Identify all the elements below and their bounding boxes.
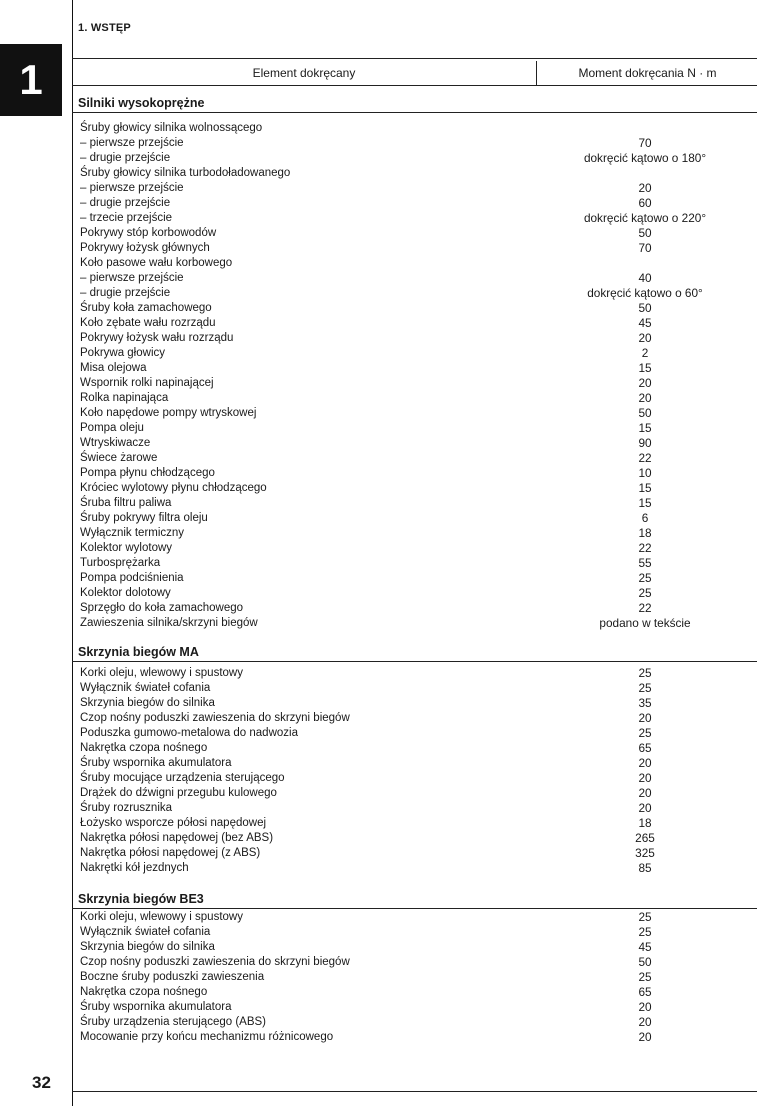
table-row (0, 361, 757, 376)
section-title: Skrzynia biegów BE3 (78, 892, 204, 906)
row-label: Pompa oleju (80, 422, 144, 434)
table-row (0, 556, 757, 571)
table-row (0, 391, 757, 406)
row-value: 25 (638, 925, 652, 939)
row-label: Wyłącznik świateł cofania (80, 926, 211, 938)
row-value: 15 (638, 421, 652, 435)
table-row (0, 940, 757, 955)
page-number: 32 (32, 1073, 51, 1092)
row-label: Pokrywy łożysk głównych (80, 242, 210, 254)
table-row (0, 511, 757, 526)
row-label: Pompa podciśnienia (80, 572, 184, 584)
row-value: 40 (638, 271, 652, 285)
table-row (0, 301, 757, 316)
table-row (0, 910, 757, 925)
table-row (0, 346, 757, 361)
section-rule (72, 661, 757, 662)
row-value: 70 (638, 136, 652, 150)
row-label: Wyłącznik świateł cofania (80, 682, 211, 694)
table-row (0, 496, 757, 511)
table-row (0, 1000, 757, 1015)
row-label: Misa olejowa (80, 362, 147, 374)
table-row (0, 181, 757, 196)
table-row (0, 711, 757, 726)
table-row (0, 1015, 757, 1030)
column-header-moment: Moment dokręcania N · m (536, 61, 757, 85)
table-row (0, 786, 757, 801)
row-label: – pierwsze przejście (80, 272, 184, 284)
row-value: 50 (638, 226, 652, 240)
row-label: Nakrętka półosi napędowej (bez ABS) (80, 832, 274, 844)
row-value: 6 (641, 511, 649, 525)
table-row (0, 331, 757, 346)
table-row (0, 861, 757, 876)
table-row (0, 136, 757, 151)
row-value: podano w tekście (599, 616, 691, 630)
row-label: – drugie przejście (80, 287, 171, 299)
row-label: Koło pasowe wału korbowego (80, 257, 233, 269)
row-value: 20 (638, 181, 652, 195)
table-row (0, 226, 757, 241)
row-label: Wyłącznik termiczny (80, 527, 185, 539)
row-label: Pompa płynu chłodzącego (80, 467, 215, 479)
row-label: Nakrętka półosi napędowej (z ABS) (80, 847, 261, 859)
row-label: Śruby pokrywy filtra oleju (80, 512, 208, 524)
row-label: Czop nośny poduszki zawieszenia do skrzyni biegów (80, 712, 350, 724)
table-row (0, 121, 757, 136)
table-row (0, 970, 757, 985)
table-row (0, 211, 757, 226)
row-label: Wtryskiwacze (80, 437, 151, 449)
row-value: 65 (638, 985, 652, 999)
row-value: 18 (638, 816, 652, 830)
row-value: 2 (641, 346, 649, 360)
table-row (0, 436, 757, 451)
table-row (0, 726, 757, 741)
row-label: Śruby rozrusznika (80, 802, 173, 814)
table-row (0, 801, 757, 816)
table-row (0, 616, 757, 631)
row-value: 25 (638, 726, 652, 740)
row-value: 15 (638, 481, 652, 495)
row-value: 20 (638, 1000, 652, 1014)
row-value: 265 (635, 831, 655, 845)
row-value: 50 (638, 301, 652, 315)
row-value: 60 (638, 196, 652, 210)
row-value: 20 (638, 771, 652, 785)
row-value: 55 (638, 556, 652, 570)
table-row (0, 541, 757, 556)
row-label: Zawieszenia silnika/skrzyni biegów (80, 617, 258, 629)
row-label: Czop nośny poduszki zawieszenia do skrzyni biegów (80, 956, 350, 968)
row-value: 20 (638, 331, 652, 345)
section-title: Skrzynia biegów MA (78, 645, 199, 659)
table-row (0, 241, 757, 256)
row-label: Nakrętka czopa nośnego (80, 986, 208, 998)
row-value: 18 (638, 526, 652, 540)
table-header-rule (72, 85, 757, 86)
table-row (0, 196, 757, 211)
row-value: 45 (638, 940, 652, 954)
table-row (0, 925, 757, 940)
table-row (0, 955, 757, 970)
page-bottom-rule (72, 1091, 757, 1092)
row-value: 15 (638, 361, 652, 375)
row-value: dokręcić kątowo o 220° (583, 211, 707, 225)
row-label: Korki oleju, wlewowy i spustowy (80, 667, 243, 679)
row-label: Kolektor wylotowy (80, 542, 173, 554)
row-value: dokręcić kątowo o 180° (583, 151, 707, 165)
row-value: 20 (638, 711, 652, 725)
row-label: Śruby urządzenia sterującego (ABS) (80, 1016, 267, 1028)
table-row (0, 601, 757, 616)
row-label: Koło napędowe pompy wtryskowej (80, 407, 257, 419)
row-value: 25 (638, 586, 652, 600)
row-value: 15 (638, 496, 652, 510)
row-value: 20 (638, 756, 652, 770)
row-value: 65 (638, 741, 652, 755)
row-value: 20 (638, 786, 652, 800)
row-label: Śruby koła zamachowego (80, 302, 212, 314)
row-label: Wspornik rolki napinającej (80, 377, 214, 389)
section-rule (72, 112, 757, 113)
row-label: – trzecie przejście (80, 212, 173, 224)
table-row (0, 271, 757, 286)
row-value: 10 (638, 466, 652, 480)
table-row (0, 681, 757, 696)
row-label: Korki oleju, wlewowy i spustowy (80, 911, 243, 923)
table-row (0, 985, 757, 1000)
row-value: 25 (638, 910, 652, 924)
row-label: Śruby głowicy silnika wolnossącego (80, 122, 263, 134)
row-value: 25 (638, 666, 652, 680)
row-label: Turbosprężarka (80, 557, 161, 569)
row-label: Pokrywy łożysk wału rozrządu (80, 332, 234, 344)
row-value: 25 (638, 681, 652, 695)
row-value: 325 (635, 846, 655, 860)
row-value: 50 (638, 406, 652, 420)
row-label: Nakrętki kół jezdnych (80, 862, 189, 874)
row-label: Poduszka gumowo-metalowa do nadwozia (80, 727, 298, 739)
row-label: Koło zębate wału rozrządu (80, 317, 216, 329)
table-row (0, 316, 757, 331)
row-label: – drugie przejście (80, 152, 171, 164)
table-row (0, 586, 757, 601)
row-label: Sprzęgło do koła zamachowego (80, 602, 244, 614)
section-title: Silniki wysokoprężne (78, 96, 205, 110)
row-label: Śruby wspornika akumulatora (80, 1001, 232, 1013)
table-row (0, 286, 757, 301)
row-value: 22 (638, 541, 652, 555)
table-row (0, 481, 757, 496)
row-value: 20 (638, 376, 652, 390)
row-value: 22 (638, 601, 652, 615)
table-row (0, 406, 757, 421)
table-row (0, 571, 757, 586)
table-row (0, 816, 757, 831)
row-value: 70 (638, 241, 652, 255)
row-label: Nakrętka czopa nośnego (80, 742, 208, 754)
table-row (0, 741, 757, 756)
row-value: 22 (638, 451, 652, 465)
row-label: Rolka napinająca (80, 392, 169, 404)
table-row (0, 696, 757, 711)
row-label: – pierwsze przejście (80, 182, 184, 194)
row-value: 85 (638, 861, 652, 875)
table-row (0, 846, 757, 861)
table-row (0, 771, 757, 786)
row-value: 20 (638, 1015, 652, 1029)
table-top-rule (72, 58, 757, 59)
row-label: Skrzynia biegów do silnika (80, 941, 215, 953)
row-value: 25 (638, 970, 652, 984)
row-label: Mocowanie przy końcu mechanizmu różnicowego (80, 1031, 334, 1043)
row-value: 20 (638, 801, 652, 815)
table-row (0, 166, 757, 181)
row-label: Śruby głowicy silnika turbodoładowanego (80, 167, 291, 179)
row-value: 25 (638, 571, 652, 585)
row-value: 35 (638, 696, 652, 710)
table-row (0, 1030, 757, 1045)
section-rule (72, 908, 757, 909)
table-row (0, 421, 757, 436)
table-row (0, 756, 757, 771)
row-label: Świece żarowe (80, 452, 158, 464)
column-header-element: Element dokręcany (252, 66, 356, 80)
row-label: Śruba filtru paliwa (80, 497, 172, 509)
row-label: – drugie przejście (80, 197, 171, 209)
row-value: 20 (638, 1030, 652, 1044)
row-label: – pierwsze przejście (80, 137, 184, 149)
table-row (0, 376, 757, 391)
row-label: Śruby wspornika akumulatora (80, 757, 232, 769)
row-label: Łożysko wsporcze półosi napędowej (80, 817, 267, 829)
row-label: Króciec wylotowy płynu chłodzącego (80, 482, 267, 494)
row-label: Pokrywy stóp korbowodów (80, 227, 217, 239)
table-row (0, 526, 757, 541)
row-value: 45 (638, 316, 652, 330)
row-label: Skrzynia biegów do silnika (80, 697, 215, 709)
table-row (0, 256, 757, 271)
chapter-heading: 1. WSTĘP (78, 22, 131, 34)
row-label: Pokrywa głowicy (80, 347, 165, 359)
row-value: 90 (638, 436, 652, 450)
row-value: dokręcić kątowo o 60° (587, 286, 703, 300)
table-row (0, 466, 757, 481)
row-label: Drążek do dźwigni przegubu kulowego (80, 787, 277, 799)
row-value: 50 (638, 955, 652, 969)
table-row (0, 451, 757, 466)
table-row (0, 666, 757, 681)
row-label: Boczne śruby poduszki zawieszenia (80, 971, 265, 983)
row-value: 20 (638, 391, 652, 405)
chapter-tab-number: 1 (19, 56, 43, 103)
table-row (0, 151, 757, 166)
row-label: Śruby mocujące urządzenia sterującego (80, 772, 285, 784)
table-row (0, 831, 757, 846)
row-label: Kolektor dolotowy (80, 587, 171, 599)
